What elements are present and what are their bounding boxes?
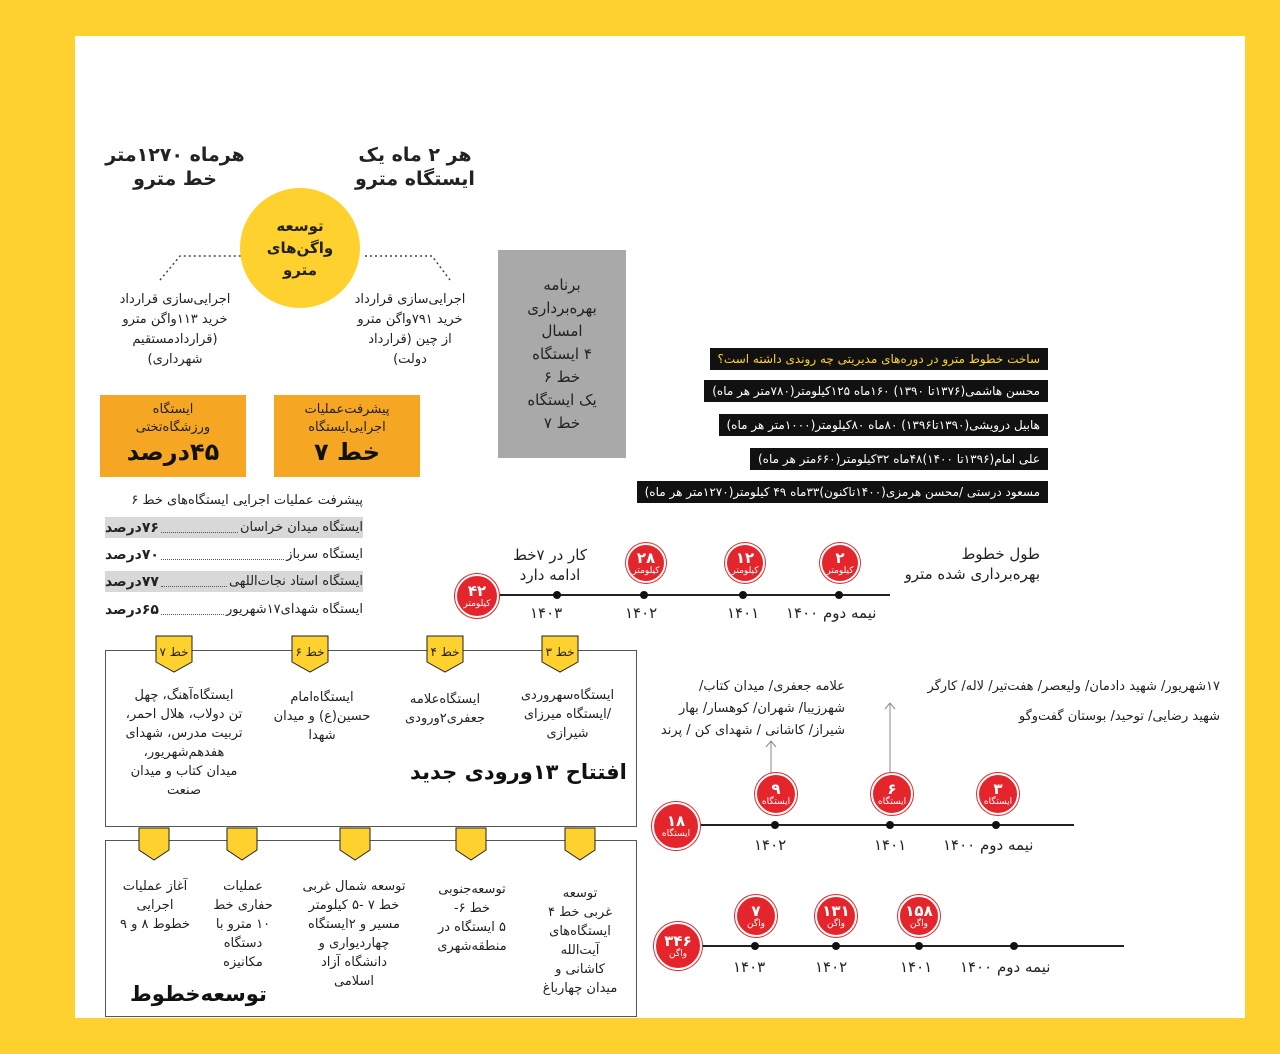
chevron-shield-icon: [137, 826, 171, 862]
note-line: اجرایی‌سازی قرارداد: [354, 292, 466, 307]
col-line: حفاری خط: [213, 898, 273, 913]
dotted-leader: [161, 576, 227, 587]
timeline2-circle-1402: [755, 773, 797, 815]
plan-line: بهره‌برداری: [527, 298, 597, 317]
col-line: شهدا: [308, 728, 336, 743]
circle-unit: واگن: [910, 918, 928, 929]
col-line: چهاردیواری و: [318, 936, 390, 951]
list-line: شیراز/ کاشانی / شهدای کن / پرند: [660, 723, 845, 738]
list-line: ۱۷شهریور/ شهید دادمان/ ولیعصر/ هفت‌تیر/ لاله/ کارگر: [927, 679, 1220, 694]
circle-value: ۱۲: [735, 548, 755, 567]
heading-line: ایستگاه مترو: [355, 168, 475, 190]
timeline1-dot-1400: [835, 591, 843, 599]
plan-line: یک ایستگاه: [527, 390, 597, 409]
station-list-1401: [640, 676, 845, 742]
mayor-bar-hashemi: محسن هاشمی(۱۳۷۶تا ۱۳۹۰) ۱۶۰ماه ۱۲۵کیلومتر(۷۸۰متر هر ماه): [704, 380, 1048, 402]
note-line: خرید ۷۹۱واگن مترو: [357, 312, 463, 327]
col-line: تربیت مدرس، شهدای: [125, 726, 243, 741]
box-value: ۴۵درصد: [126, 438, 220, 466]
col-line: ۵ ایستگاه در: [437, 920, 507, 935]
note-line: (قراردادمستقیم: [132, 332, 218, 347]
circle-unit: واگن: [669, 948, 687, 959]
col-line: اسلامی: [333, 974, 375, 989]
col-line: منطقه‌شهری: [437, 939, 507, 954]
opening-col-line4: [390, 690, 500, 728]
label-line: طول خطوط: [961, 545, 1040, 563]
timeline1-axis: [480, 594, 890, 596]
year-label: ۱۴۰۳: [733, 958, 766, 976]
circle-unit: کیلومتر: [632, 565, 660, 576]
col-line: ایستگاه‌آهنگ، چهل: [134, 688, 234, 703]
timeline3-circle-1402: [815, 895, 857, 937]
chevron-shield-icon: [225, 826, 259, 862]
development-col-lines8-9: [110, 877, 200, 934]
heading-line: هر ۲ ماه یک: [358, 144, 472, 166]
plan-line: برنامه: [543, 275, 581, 294]
timeline2-total-circle: [652, 802, 700, 850]
year-label: ۱۴۰۱: [874, 836, 907, 854]
circle-value: ۲: [835, 548, 845, 567]
opening-col-line7: [108, 686, 260, 800]
progress-row: [105, 517, 363, 538]
col-line: میدان کتاب و میدان: [130, 764, 238, 779]
col-line: خطوط ۸ و ۹: [119, 917, 191, 932]
timeline2-dot-1401: [886, 821, 894, 829]
col-line: توسعه: [562, 886, 598, 901]
year-label: نیمه دوم ۱۴۰۰: [960, 958, 1051, 976]
development-col-line7: [290, 877, 418, 991]
circle-unit: کیلومتر: [826, 565, 854, 576]
operation-plan-box: [498, 250, 626, 458]
circle-unit: واگن: [747, 918, 765, 929]
circle-value: ۳۴۶: [664, 931, 692, 950]
box-label: ورزشگاه‌تختی: [135, 420, 211, 435]
col-line: اجرایی: [136, 898, 174, 913]
year-label: ۱۴۰۲: [815, 958, 848, 976]
heading-monthly-meters: [100, 143, 250, 191]
circle-unit: ایستگاه: [661, 828, 691, 839]
arrow-up-icon: [884, 700, 896, 774]
col-line: صنعت: [167, 783, 201, 798]
box-label: پیشرفت‌عملیات: [304, 402, 390, 417]
list-line: علامه جعفری/ میدان کتاب/: [698, 679, 845, 694]
col-line: توسعه‌جنوبی: [438, 882, 506, 897]
circle-value: ۴۲: [467, 581, 487, 600]
circle-line: مترو: [282, 261, 318, 279]
circle-line: واگن‌های: [266, 239, 334, 257]
dotted-leader: [161, 522, 238, 533]
circle-unit: ایستگاه: [761, 796, 791, 807]
col-line: مکانیزه: [223, 955, 263, 970]
plan-line: خط ۷: [543, 413, 581, 432]
circle-value: ۱۸: [666, 811, 686, 830]
circle-line: توسعه: [276, 217, 324, 235]
development-col-line4: [530, 884, 630, 998]
circle-value: ۷: [751, 901, 761, 920]
col-line: غربی خط ۴: [547, 905, 613, 920]
plan-line: امسال: [541, 321, 583, 340]
opening-col-line6: [262, 688, 382, 745]
progress-row: [105, 599, 363, 620]
col-line: جعفری۲ورودی: [404, 711, 486, 726]
circle-value: ۱۳۱: [822, 901, 850, 920]
timeline2-circle-1401: [871, 773, 913, 815]
plan-line: خط ۶: [543, 367, 581, 386]
timeline3-dot-1401: [915, 942, 923, 950]
dotted-leader: [161, 549, 284, 560]
note-line: از چین (قرارداد: [368, 332, 452, 347]
chevron-shield-icon: [338, 826, 372, 862]
note-line: شهرداری): [147, 352, 203, 367]
circle-value: ۱۵۸: [905, 901, 933, 920]
note-line: ادامه دارد: [519, 566, 581, 584]
station-percent: ۷۰درصد: [105, 546, 159, 563]
timeline1-label: [860, 544, 1040, 584]
progress-row: [105, 544, 363, 565]
chevron-shield-icon: [454, 826, 488, 862]
line7-progress-box: [274, 395, 420, 477]
development-col-line10: [200, 877, 286, 972]
circle-unit: ایستگاه: [877, 796, 907, 807]
year-label: ۱۴۰۱: [727, 604, 760, 622]
year-label: ۱۴۰۲: [754, 836, 787, 854]
station-name: ایستگاه سرباز: [286, 547, 363, 562]
line-tag: خط ۳: [545, 645, 575, 659]
col-line: کاشانی و: [555, 962, 605, 977]
chevron-shield-icon: [563, 826, 597, 862]
col-line: دانشگاه آزاد: [321, 955, 387, 970]
wagon-development-circle: [240, 188, 360, 308]
col-line: ایستگاه‌امام: [290, 690, 354, 705]
col-line: ایستگاه‌سهروردی: [520, 688, 615, 703]
col-line: خط ۷ -۵ کیلومتر: [308, 898, 400, 913]
mayor-bar-dorosti: مسعود درستی /محسن هرمزی(۱۴۰۰تاکنون)۳۳ماه ۴۹ کیلومتر(۱۲۷۰متر هر ماه): [637, 481, 1048, 503]
col-line: آیت‌الله: [560, 943, 600, 958]
heading-line: خط مترو: [133, 168, 217, 190]
col-line: /ایستگاه میرزای: [523, 707, 612, 722]
box-value: خط ۷: [313, 438, 380, 466]
municipality-contract-note: [100, 290, 250, 370]
timeline3-dot-1402: [832, 942, 840, 950]
col-line: خط ۶-: [453, 901, 491, 916]
circle-value: ۲۸: [636, 548, 656, 567]
openings-title: افتتاح ۱۳ورودی جدید: [410, 760, 627, 784]
station-percent: ۶۵درصد: [105, 601, 159, 618]
timeline1-circle-1401: [725, 543, 765, 583]
heading-station-every-two-months: [345, 143, 485, 191]
circle-unit: ایستگاه: [983, 796, 1013, 807]
timeline3-total-circle: [654, 922, 702, 970]
circle-value: ۳: [993, 779, 1003, 798]
year-label: ۱۴۰۱: [900, 958, 933, 976]
timeline2-circle-1400: [977, 773, 1019, 815]
col-line: ایستگاه‌های: [549, 924, 611, 939]
col-line: ایستگاه‌علامه: [409, 692, 481, 707]
col-line: شیرازی: [546, 726, 589, 741]
stadium-station-box: [100, 395, 246, 477]
government-contract-note: [345, 290, 475, 370]
timeline3-circle-1401: [898, 895, 940, 937]
timeline2-dot-1400: [992, 821, 1000, 829]
note-line: اجرایی‌سازی قرارداد: [119, 292, 231, 307]
note-line: خرید ۱۱۳واگن مترو: [122, 312, 228, 327]
question-bar: ساخت خطوط مترو در دوره‌های مدیریتی چه روندی داشته است؟: [710, 348, 1048, 370]
note-line: دولت): [393, 352, 427, 367]
timeline3-circle-1403: [735, 895, 777, 937]
opening-col-line3: [505, 686, 630, 743]
box-label: ایستگاه: [152, 402, 194, 417]
year-label: نیمه دوم ۱۴۰۰: [786, 604, 877, 622]
circle-unit: کیلومتر: [731, 565, 759, 576]
circle-unit: واگن: [827, 918, 845, 929]
heading-line: هرماه ۱۲۷۰متر: [105, 144, 245, 166]
plan-line: ۴ ایستگاه: [532, 344, 592, 363]
year-label: ۱۴۰۳: [530, 604, 563, 622]
box-label: اجرایی‌ایستگاه: [308, 420, 386, 435]
col-line: دستگاه: [223, 936, 263, 951]
line-tag: خط ۷: [159, 645, 189, 659]
col-line: هفدهم‌شهریور،: [143, 745, 225, 760]
development-col-line6: [418, 880, 526, 956]
year-label: نیمه دوم ۱۴۰۰: [943, 836, 1034, 854]
mayor-bar-darvishi: هابیل درویشی(۱۳۹۰تا۱۳۹۶) ۸۰ماه ۸۰کیلومتر(۱۰۰۰متر هر ماه): [719, 414, 1049, 436]
col-line: تن دولاب، هلال احمر،: [125, 707, 243, 722]
circle-value: ۹: [771, 779, 781, 798]
year-label: ۱۴۰۲: [625, 604, 658, 622]
label-line: بهره‌برداری شده مترو: [904, 565, 1040, 583]
station-list-1400: [840, 676, 1220, 728]
timeline3-axis: [680, 945, 1124, 947]
line-tag: خط ۴: [430, 645, 460, 659]
col-line: میدان چهارباغ: [542, 981, 618, 996]
col-line: توسعه شمال غربی: [302, 879, 406, 894]
progress-row: [105, 571, 363, 592]
timeline1-circle-1400: [820, 543, 860, 583]
circle-unit: کیلومتر: [463, 598, 491, 609]
station-percent: ۷۶درصد: [105, 519, 159, 536]
station-name: ایستگاه استاد نجات‌اللهی: [228, 574, 363, 589]
timeline1-dot-1401: [739, 591, 747, 599]
timeline2-axis: [670, 824, 1074, 826]
timeline3-dot-1403: [751, 942, 759, 950]
col-line: حسین(ع) و میدان: [273, 709, 371, 724]
timeline1-dot-1402: [640, 591, 648, 599]
circle-value: ۶: [887, 779, 897, 798]
dotted-leader: [161, 604, 224, 615]
station-name: ایستگاه میدان خراسان: [239, 520, 363, 535]
timeline1-dot-1403: [553, 591, 561, 599]
development-title: توسعه‌خطوط: [130, 982, 267, 1006]
col-line: عملیات: [223, 879, 263, 894]
note-line: کار در ۷خط: [513, 546, 587, 564]
timeline2-dot-1402: [771, 821, 779, 829]
timeline1-note-1403: [510, 545, 590, 585]
progress-title: پیشرفت عملیات اجرایی ایستگاه‌های خط ۶: [131, 493, 363, 508]
arrow-up-icon: [765, 738, 777, 778]
station-percent: ۷۷درصد: [105, 573, 159, 590]
timeline3-dot-1400: [1010, 942, 1018, 950]
mayor-bar-emam: علی امام(۱۳۹۶تا ۱۴۰۰)۴۸ماه ۳۲کیلومتر(۶۶۰متر هر ماه): [750, 448, 1048, 470]
col-line: آغاز عملیات: [122, 879, 188, 894]
station-name: ایستگاه شهدای۱۷شهریور: [226, 602, 363, 617]
list-line: شهید رضایی/ توحید/ بوستان گفت‌وگو: [1018, 709, 1220, 724]
timeline1-circle-1402: [626, 543, 666, 583]
col-line: مسیر و ۲ایستگاه: [308, 917, 400, 932]
list-line: شهرزیبا/ شهران/ کوهسار/ بهار: [678, 701, 845, 716]
line-tag: خط ۶: [295, 645, 325, 659]
col-line: ۱۰ مترو با: [215, 917, 271, 932]
timeline1-total-circle: [455, 574, 499, 618]
